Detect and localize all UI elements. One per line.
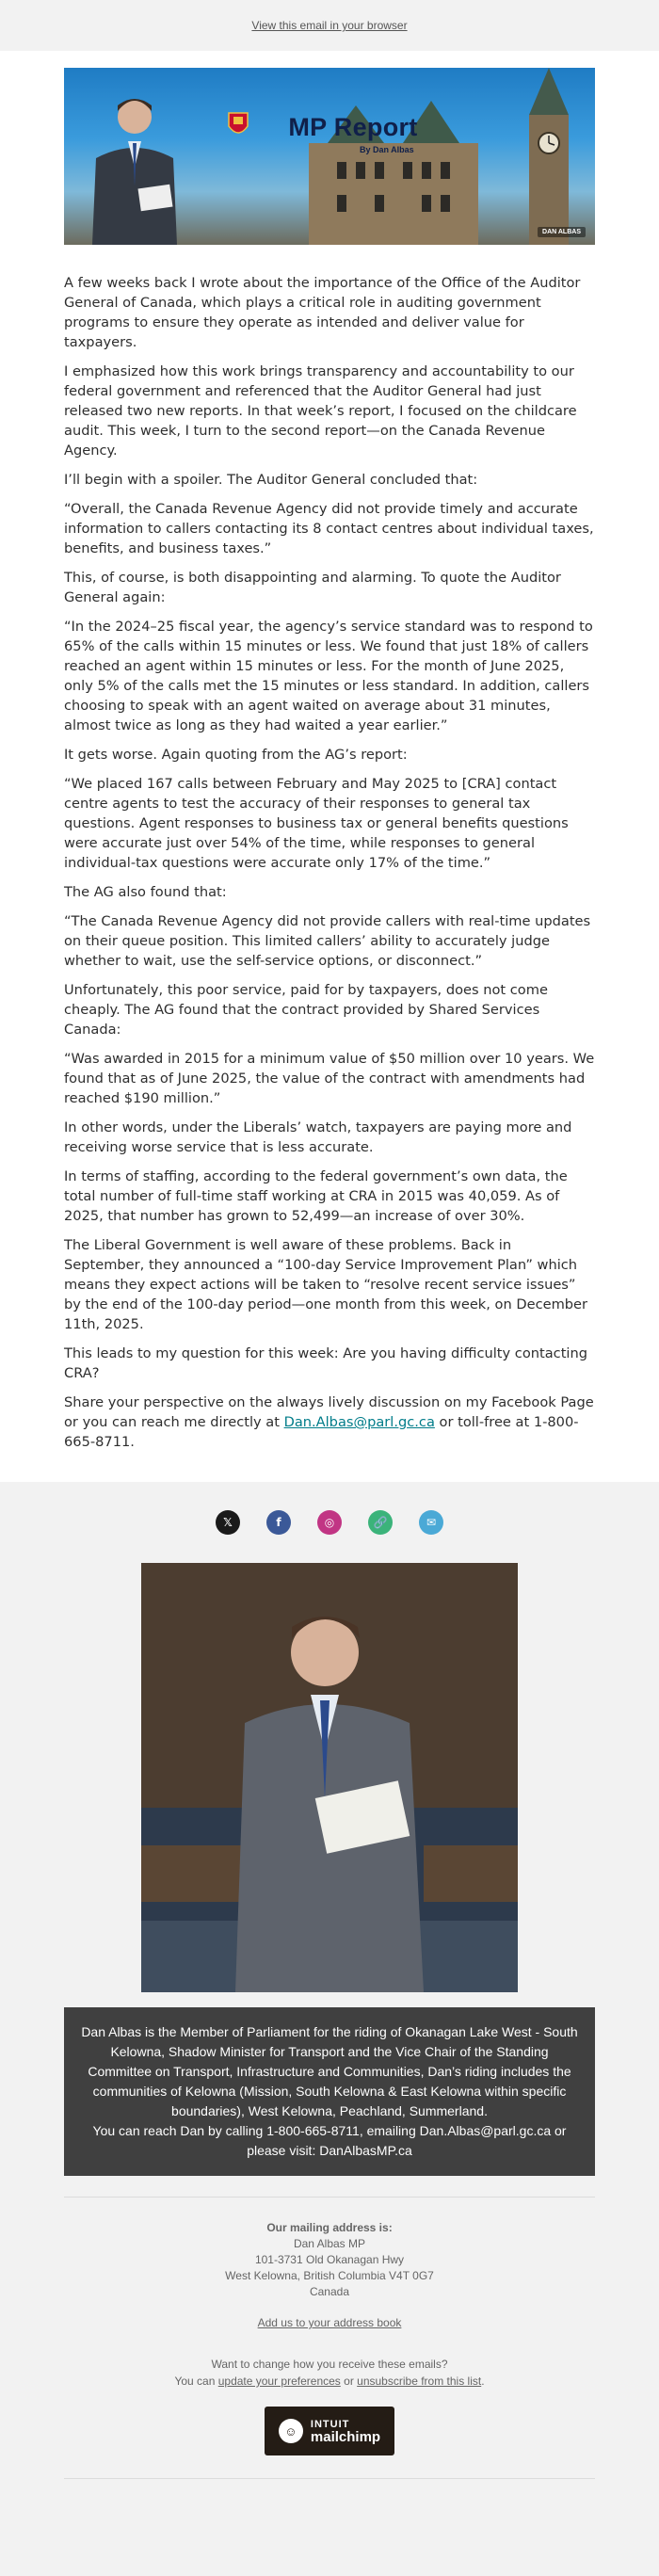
closing-text-end: or toll-free at 1-800-665-8711. — [64, 1414, 579, 1450]
address-name: Dan Albas MP — [293, 2237, 366, 2250]
closing-paragraph — [64, 1393, 595, 1452]
article-paragraph: In other words, under the Liberals’ watch, taxpayers are paying more and receiving worse service that is less accurate. — [64, 1119, 572, 1155]
mailing-address — [0, 2198, 659, 2331]
footer — [0, 1482, 659, 2479]
intuit-label: INTUIT — [310, 2419, 350, 2430]
address-city: West Kelowna, British Columbia V4T 0G7 — [225, 2269, 434, 2282]
article-paragraph: It gets worse. Again quoting from the AG’s report: — [64, 747, 408, 763]
update-preferences-link[interactable]: update your preferences — [217, 2375, 341, 2388]
mailchimp-label: mailchimp — [310, 2429, 381, 2445]
email-body — [0, 51, 659, 1482]
view-in-browser-link[interactable]: View this email in your browser — [251, 19, 408, 32]
article-paragraph: The Liberal Government is well aware of these problems. Back in September, they announced a “100-day Service Improvement Plan” which means they expect actions will be taken to “resolve recent service issues” by the end of the 100-day period—one month from this week, on December 11th, 2025. — [64, 1237, 588, 1332]
bio-text: Dan Albas is the Member of Parliament for the riding of Okanagan Lake West - South Kelowna, Shadow Minister for Transport and the Vice Chair of the Standing Committee on Transport, Infrastructure and Communities, Dan’s riding includes the communities of Kelowna (Mission, South Kelowna & East Kelowna within specific boundaries), West Kelowna, Peachland, Summerland. — [81, 2024, 578, 2118]
email-link[interactable]: Dan.Albas@parl.gc.ca — [283, 1414, 435, 1430]
prefs-line — [0, 2373, 659, 2390]
article-paragraph: I’ll begin with a spoiler. The Auditor General concluded that: — [64, 472, 478, 488]
address-book-link[interactable]: Add us to your address book — [257, 2316, 402, 2329]
article-body — [64, 245, 595, 1452]
banner-badge: DAN ALBAS — [538, 227, 586, 237]
link-icon[interactable]: 🔗 — [368, 1510, 393, 1535]
mailchimp-badge[interactable] — [265, 2407, 394, 2455]
dan-albas-portrait — [83, 83, 186, 245]
email-icon[interactable]: ✉ — [419, 1510, 443, 1535]
peace-tower-illustration — [518, 68, 580, 245]
x-icon[interactable]: 𝕏 — [216, 1510, 240, 1535]
instagram-icon[interactable]: ◎ — [317, 1510, 342, 1535]
banner-byline: By Dan Albas — [360, 145, 414, 154]
speaking-photo-illustration — [141, 1563, 518, 1992]
article-paragraph: A few weeks back I wrote about the importance of the Office of the Auditor General of Canada, which plays a critical role in auditing government programs to ensure they operate as intended and deliver value for taxpayers. — [64, 275, 581, 350]
article-paragraph: This, of course, is both disappointing and alarming. To quote the Auditor General again: — [64, 570, 561, 605]
article-quote: “We placed 167 calls between February and May 2025 to [CRA] contact centre agents to test the accuracy of their responses to general tax questions. Agent responses to business tax or general benefits questions were accurate just over 54% of the time, while responses to general individual-tax questions were accurate only 17% of the time.” — [64, 776, 569, 871]
article-paragraph: The AG also found that: — [64, 884, 227, 900]
or-text: or — [340, 2375, 358, 2388]
article-quote: “The Canada Revenue Agency did not provide callers with real-time updates on their queue position. This limited callers’ ability to accurately judge whether to wait, use the self-service options, or disconnect.” — [64, 913, 591, 969]
house-of-commons-photo — [141, 1563, 518, 1992]
bio-box — [64, 2007, 595, 2176]
mailchimp-text — [311, 2418, 380, 2444]
mp-report-banner — [64, 68, 595, 245]
banner-title: MP Report — [288, 113, 418, 141]
article-quote: “In the 2024–25 fiscal year, the agency’s service standard was to respond to 65% of the calls within 15 minutes or less. We found that just 18% of callers reached an agent within 15 minutes or less. For the month of June 2025, only 5% of the calls met the 15 minutes or less standard. In addition, callers choosing to speak with an agent waited on average about 31 minutes, almost twice as long as they had waited a year earlier.” — [64, 619, 593, 733]
mailing-label: Our mailing address is: — [266, 2221, 393, 2234]
article-quote: “Overall, the Canada Revenue Agency did not provide timely and accurate information to callers contacting its 8 contact centres about individual taxes, benefits, and business taxes.” — [64, 501, 594, 556]
article-paragraph: Unfortunately, this poor service, paid for by taxpayers, does not come cheaply. The AG found that the contract provided by Shared Services Canada: — [64, 982, 548, 1038]
article-paragraph: In terms of staffing, according to the federal government’s own data, the total number of full-time staff working at CRA in 2015 was 40,059. As of 2025, that number has grown to 52,499—an increase of over 30%. — [64, 1168, 568, 1224]
address-country: Canada — [309, 2285, 350, 2298]
unsubscribe-link[interactable]: unsubscribe from this list — [357, 2375, 482, 2388]
address-street: 101-3731 Old Okanagan Hwy — [254, 2253, 405, 2266]
top-link-bar — [0, 0, 659, 51]
article-paragraph: I emphasized how this work brings transparency and accountability to our federal government and referenced that the Auditor General had just released two new reports. In that week’s report, I focused on the childcare audit. This week, I turn to the second report—on the Canada Revenue Agency. — [64, 363, 577, 459]
social-links — [0, 1510, 659, 1538]
closing-text: Share your perspective on the always lively discussion on my Facebook Page or you can reach me directly at — [64, 1394, 594, 1430]
change-question: Want to change how you receive these emails? — [211, 2358, 448, 2371]
you-can-text: You can — [174, 2375, 218, 2388]
article-quote: “Was awarded in 2015 for a minimum value of $50 million over 10 years. We found that as of June 2025, the value of the contract with amendments had reached $190 million.” — [64, 1051, 595, 1106]
parliament-building-illustration — [299, 87, 488, 245]
facebook-icon[interactable]: f — [266, 1510, 291, 1535]
mailchimp-logo-icon: ☺ — [279, 2419, 303, 2443]
article-paragraph: This leads to my question for this week: Are you having difficulty contacting CRA? — [64, 1345, 587, 1381]
bio-contact: You can reach Dan by calling 1-800-665-8711, emailing Dan.Albas@parl.gc.ca or please visit: DanAlbasMP.ca — [92, 2123, 567, 2158]
period-text: . — [481, 2375, 485, 2388]
bottom-divider — [64, 2478, 595, 2479]
preferences — [0, 2356, 659, 2390]
